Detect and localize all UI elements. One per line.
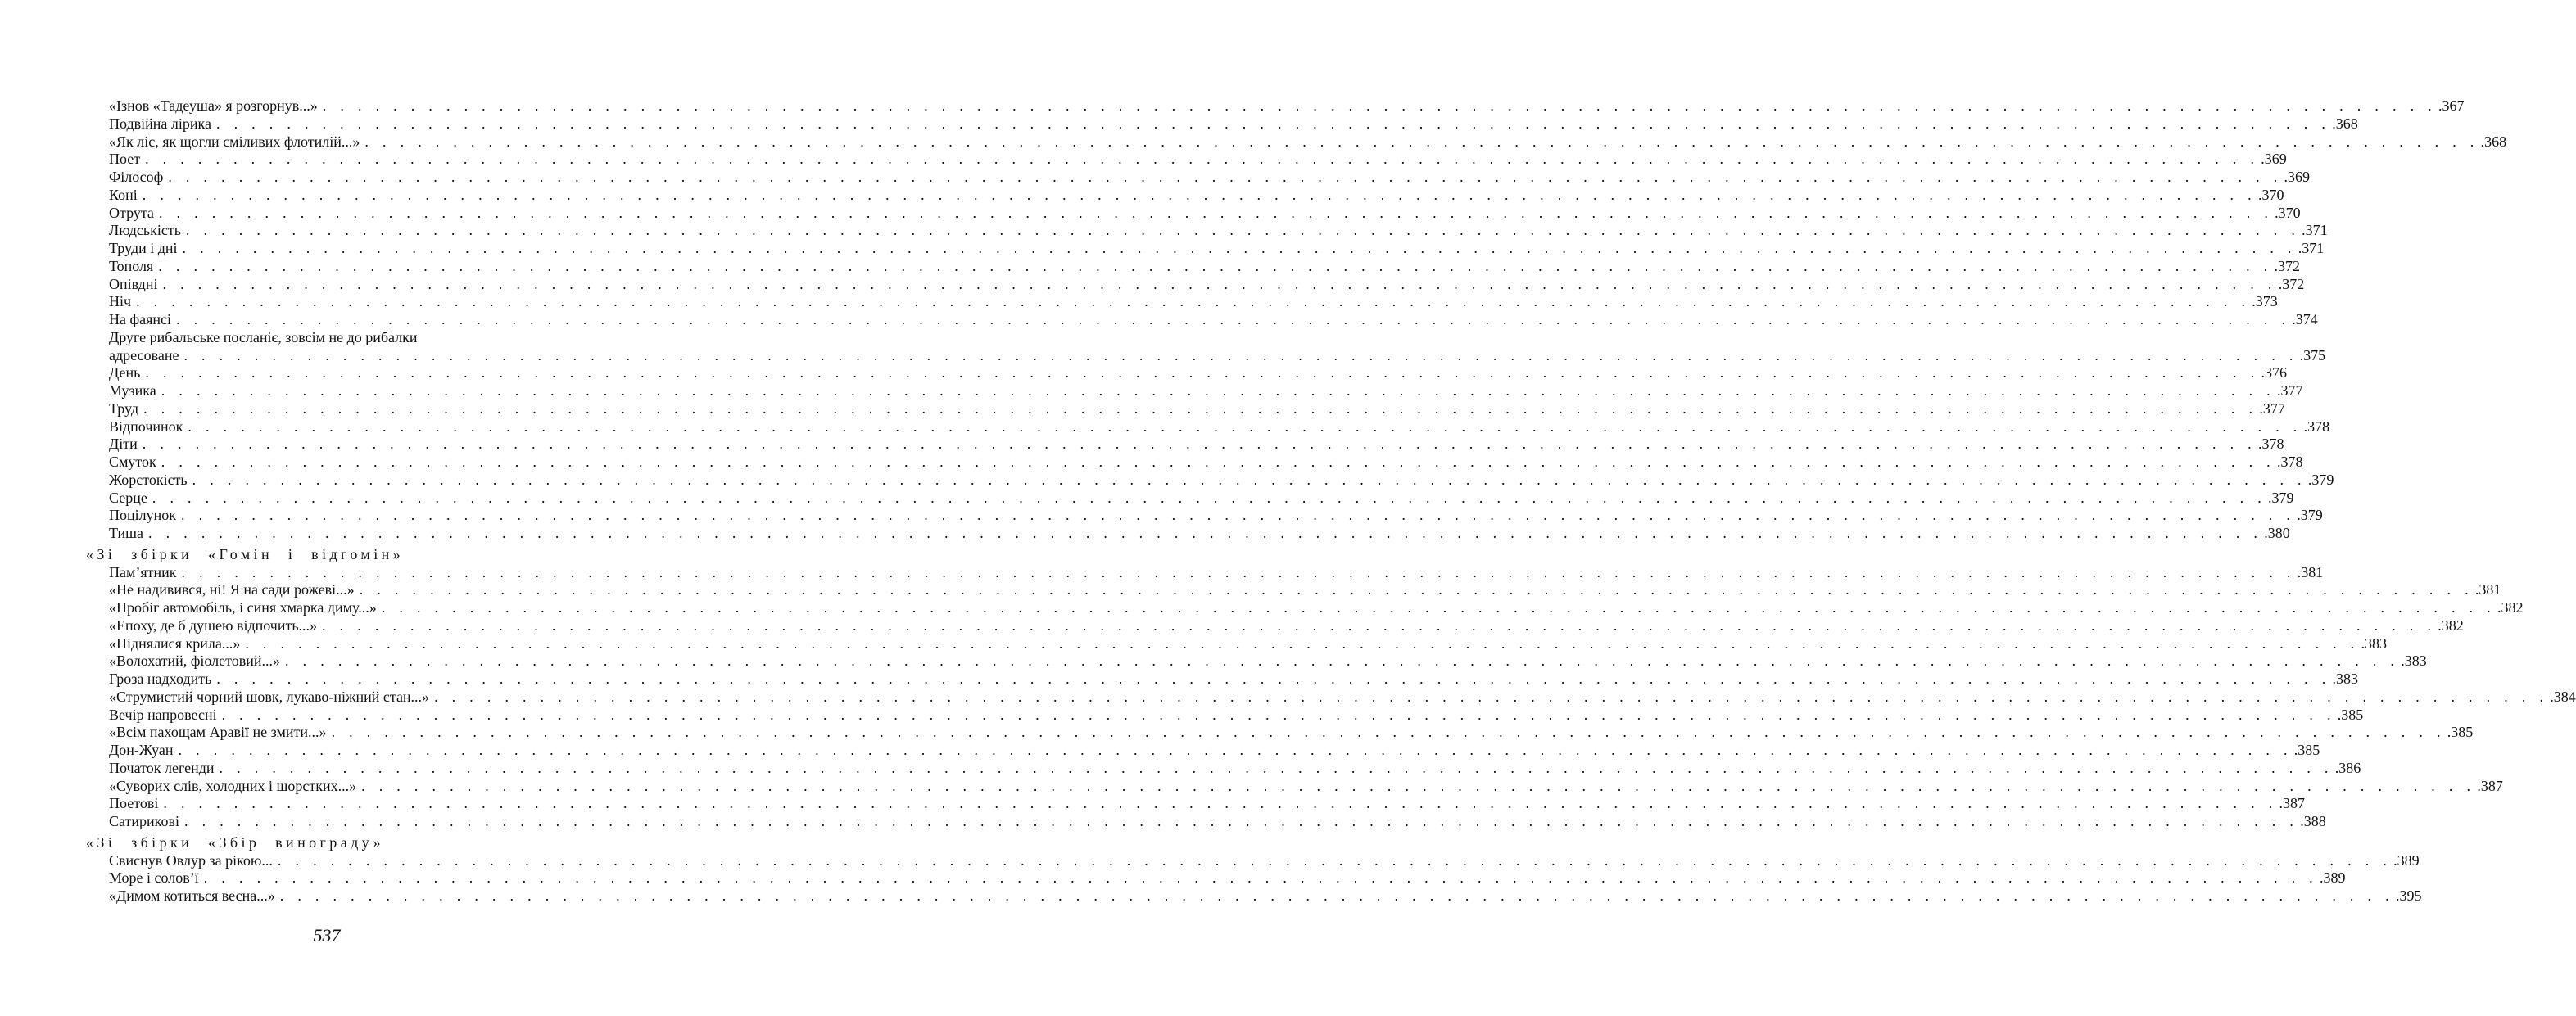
- toc-entry-page: .371: [2302, 222, 2328, 239]
- toc-entry-title: Гроза надходить: [109, 671, 216, 689]
- dot-leader: . . . . . . . . . . . . . . . . . . . . . . . . . . . . . . . . . . . . . . . . . . . . . . . . . . . . . . . . . . . . . . . . . . . . . . . . . . . . . . . . . . . . . . . . . . . . . . . . . . . . . . . . . . . . . . . . . . . . . . . .: [184, 813, 2299, 829]
- toc-entry-page: .367: [2438, 97, 2465, 114]
- toc-entry[interactable]: [109, 851, 2420, 870]
- dot-leader: . . . . . . . . . . . . . . . . . . . . . . . . . . . . . . . . . . . . . . . . . . . . . . . . . . . . . . . . . . . . . . . . . . . . . . . . . . . . . . . . . . . . . . . . . . . . . . . . . . . . . . . . . . . . . . . . . . . . . . . .: [182, 240, 2297, 256]
- toc-entry[interactable]: [109, 204, 2301, 223]
- dot-leader: . . . . . . . . . . . . . . . . . . . . . . . . . . . . . . . . . . . . . . . . . . . . . . . . . . . . . . . . . . . . . . . . . . . . . . . . . . . . . . . . . . . . . . . . . . . . . . . . . . . . . . . . . . . . . . . . . . . . . . . .: [361, 777, 2476, 794]
- toc-entry-title: Ніч: [109, 293, 136, 311]
- toc-entry-page: .382: [2497, 599, 2524, 616]
- toc-entry-title: адресоване: [109, 347, 183, 365]
- dot-leader: . . . . . . . . . . . . . . . . . . . . . . . . . . . . . . . . . . . . . . . . . . . . . . . . . . . . . . . . . . . . . . . . . . . . . . . . . . . . . . . . . . . . . . . . . . . . . . . . . . . . . . . . . . . . . . . . . . . . . . . .: [434, 688, 2549, 705]
- toc-entry-title: Тополя: [109, 258, 158, 276]
- toc-entry-page: .383: [2332, 671, 2359, 687]
- toc-entry-title: Пам’ятник: [109, 564, 182, 582]
- dot-leader: . . . . . . . . . . . . . . . . . . . . . . . . . . . . . . . . . . . . . . . . . . . . . . . . . . . . . . . . . . . . . . . . . . . . . . . . . . . . . . . . . . . . . . . . . . . . . . . . . . . . . . . . . . . . . . . . . . . . . . . .: [188, 418, 2302, 435]
- dot-leader: . . . . . . . . . . . . . . . . . . . . . . . . . . . . . . . . . . . . . . . . . . . . . . . . . . . . . . . . . . . . . . . . . . . . . . . . . . . . . . . . . . . . . . . . . . . . . . . . . . . . . . . . . . . . . . . . . . . . . . . .: [158, 257, 2273, 274]
- toc-entry-page: .372: [2278, 275, 2305, 292]
- toc-entry-title: Свиснув Овлур за рікою...: [109, 852, 278, 870]
- toc-entry-title: Відпочинок: [109, 418, 188, 436]
- toc-entry[interactable]: [109, 329, 567, 347]
- dot-leader: . . . . . . . . . . . . . . . . . . . . . . . . . . . . . . . . . . . . . . . . . . . . . . . . . . . . . . . . . . . . . . . . . . . . . . . . . . . . . . . . . . . . . . . . . . . . . . . . . . . . . . . . . . . . . . . . . . . . . . . .: [161, 382, 2275, 399]
- toc-entry-title: «Ізнов «Тадеуша» я розгорнув...»: [109, 97, 323, 115]
- toc-entry[interactable]: [109, 813, 2326, 831]
- dot-leader: . . . . . . . . . . . . . . . . . . . . . . . . . . . . . . . . . . . . . . . . . . . . . . . . . . . . . . . . . . . . . . . . . . . . . . . . . . . . . . . . . . . . . . . . . . . . . . . . . . . . . . . . . . . . . . . . . . . . . . . .: [285, 652, 2400, 670]
- toc-entry-title: «Пробіг автомобіль, і синя хмарка диму...»: [109, 599, 382, 617]
- toc-entry-page: .379: [2268, 489, 2294, 506]
- toc-entry-title: «Димом котиться весна...»: [109, 887, 280, 905]
- toc-entry-title: Поетові: [109, 795, 163, 813]
- page-number: 537: [313, 925, 341, 946]
- toc-entry-page: .383: [2401, 652, 2427, 670]
- toc-entry[interactable]: [109, 346, 2326, 365]
- toc-entry[interactable]: [109, 724, 2474, 742]
- section-heading: «Зі збірки «Гомін і відгомін»: [86, 545, 405, 562]
- toc-entry-page: .387: [2477, 777, 2503, 794]
- dot-leader: . . . . . . . . . . . . . . . . . . . . . . . . . . . . . . . . . . . . . . . . . . . . . . . . . . . . . . . . . . . . . . . . . . . . . . . . . . . . . . . . . . . . . . . . . . . . . . . . . . . . . . . . . . . . . . . . . . . . . . . .: [145, 151, 2260, 168]
- dot-leader: . . . . . . . . . . . . . . . . . . . . . . . . . . . . . . . . . . . . . . . . . . . . . . . . . . . . . . . . . . . . . . . . . . . . . . . . . . . . . . . . . . . . . . . . . . . . . . . . . . . . . . . . . . . . . . . . . . . . . . . .: [163, 795, 2278, 812]
- toc-entry[interactable]: [109, 795, 2306, 813]
- toc-entry-title: Людськість: [109, 222, 186, 240]
- toc-entry[interactable]: [109, 671, 2359, 689]
- dot-leader: . . . . . . . . . . . . . . . . . . . . . . . . . . . . . . . . . . . . . . . . . . . . . . . . . . . . . . . . . . . . . . . . . . . . . . . . . . . . . . . . . . . . . . . . . . . . . . . . . . . . . . . . . . . . . . . . . . . . . . . .: [331, 724, 2446, 741]
- dot-leader: . . . . . . . . . . . . . . . . . . . . . . . . . . . . . . . . . . . . . . . . . . . . . . . . . . . . . . . . . . . . . . . . . . . . . . . . . . . . . . . . . . . . . . . . . . . . . . . . . . . . . . . . . . . . . . . . . . . . . . . .: [158, 204, 2274, 221]
- dot-leader: . . . . . . . . . . . . . . . . . . . . . . . . . . . . . . . . . . . . . . . . . . . . . . . . . . . . . . . . . . . . . . . . . . . . . . . . . . . . . . . . . . . . . . . . . . . . . . . . . . . . . . . . . . . . . . . . . . . . . . . .: [181, 563, 2296, 580]
- toc-entry-title: Філософ: [109, 169, 168, 187]
- toc-entry-page: .380: [2264, 525, 2290, 541]
- dot-leader: . . . . . . . . . . . . . . . . . . . . . . . . . . . . . . . . . . . . . . . . . . . . . . . . . . . . . . . . . . . . . . . . . . . . . . . . . . . . . . . . . . . . . . . . . . . . . . . . . . . . . . . . . . . . . . . . . . . . . . . .: [136, 293, 2251, 310]
- toc-entry-page: .378: [2257, 436, 2284, 453]
- toc-entry[interactable]: [109, 706, 2364, 725]
- dot-leader: . . . . . . . . . . . . . . . . . . . . . . . . . . . . . . . . . . . . . . . . . . . . . . . . . . . . . . . . . . . . . . . . . . . . . . . . . . . . . . . . . . . . . . . . . . . . . . . . . . . . . . . . . . . . . . . . . . . . . . . .: [162, 275, 2277, 292]
- toc-entry-title: Тиша: [109, 525, 148, 543]
- toc-entry-page: .370: [2257, 186, 2284, 203]
- dot-leader: . . . . . . . . . . . . . . . . . . . . . . . . . . . . . . . . . . . . . . . . . . . . . . . . . . . . . . . . . . . . . . . . . . . . . . . . . . . . . . . . . . . . . . . . . . . . . . . . . . . . . . . . . . . . . . . . . . . . . . . .: [178, 742, 2293, 758]
- toc-entry-title: Труди і дні: [109, 240, 183, 258]
- toc-entry-title: Вечір напровесні: [109, 707, 222, 725]
- dot-leader: . . . . . . . . . . . . . . . . . . . . . . . . . . . . . . . . . . . . . . . . . . . . . . . . . . . . . . . . . . . . . . . . . . . . . . . . . . . . . . . . . . . . . . . . . . . . . . . . . . . . . . . . . . . . . . . . . . . . . . . .: [142, 436, 2257, 453]
- dot-leader: . . . . . . . . . . . . . . . . . . . . . . . . . . . . . . . . . . . . . . . . . . . . . . . . . . . . . . . . . . . . . . . . . . . . . . . . . . . . . . . . . . . . . . . . . . . . . . . . . . . . . . . . . . . . . . . . . . . . . . . .: [192, 471, 2307, 488]
- toc-entry-title: Діти: [109, 436, 143, 454]
- toc-entry[interactable]: [109, 275, 2305, 294]
- table-of-contents: [0, 97, 2576, 905]
- toc-entry[interactable]: [109, 688, 2576, 707]
- toc-entry-title: Серце: [109, 490, 152, 508]
- toc-entry[interactable]: [109, 222, 2328, 240]
- toc-entry-page: .385: [2337, 706, 2364, 723]
- toc-entry-title: Отрута: [109, 205, 159, 223]
- dot-leader: . . . . . . . . . . . . . . . . . . . . . . . . . . . . . . . . . . . . . . . . . . . . . . . . . . . . . . . . . . . . . . . . . . . . . . . . . . . . . . . . . . . . . . . . . . . . . . . . . . . . . . . . . . . . . . . . . . . . . . . .: [216, 671, 2331, 687]
- toc-entry-page: .389: [2319, 869, 2346, 887]
- dot-leader: . . . . . . . . . . . . . . . . . . . . . . . . . . . . . . . . . . . . . . . . . . . . . . . . . . . . . . . . . . . . . . . . . . . . . . . . . . . . . . . . . . . . . . . . . . . . . . . . . . . . . . . . . . . . . . . . . . . . . . . .: [168, 169, 2283, 185]
- toc-entry-page: .373: [2252, 293, 2278, 310]
- dot-leader: . . . . . . . . . . . . . . . . . . . . . . . . . . . . . . . . . . . . . . . . . . . . . . . . . . . . . . . . . . . . . . . . . . . . . . . . . . . . . . . . . . . . . . . . . . . . . . . . . . . . . . . . . . . . . . . . . . . . . . . .: [322, 616, 2437, 634]
- toc-entry[interactable]: [109, 311, 2318, 329]
- toc-entry-title: На фаянсі: [109, 311, 176, 329]
- toc-entry-title: День: [109, 364, 145, 382]
- dot-leader: . . . . . . . . . . . . . . . . . . . . . . . . . . . . . . . . . . . . . . . . . . . . . . . . . . . . . . . . . . . . . . . . . . . . . . . . . . . . . . . . . . . . . . . . . . . . . . . . . . . . . . . . . . . . . . . . . . . . . . . .: [142, 186, 2257, 203]
- dot-leader: . . . . . . . . . . . . . . . . . . . . . . . . . . . . . . . . . . . . . . . . . . . . . . . . . . . . . . . . . . . . . . . . . . . . . . . . . . . . . . . . . . . . . . . . . . . . . . . . . . . . . . . . . . . . . . . . . . . . . . . .: [277, 851, 2393, 869]
- toc-entry-title: Друге рибальське посланіє, зовсім не до рибалки: [109, 329, 423, 347]
- toc-entry-page: .372: [2274, 257, 2301, 274]
- toc-entry[interactable]: [109, 186, 2284, 205]
- toc-entry[interactable]: [109, 777, 2503, 796]
- toc-entry-page: .395: [2395, 887, 2422, 904]
- toc-entry-page: .370: [2275, 204, 2301, 221]
- toc-entry[interactable]: [109, 887, 2422, 905]
- dot-leader: . . . . . . . . . . . . . . . . . . . . . . . . . . . . . . . . . . . . . . . . . . . . . . . . . . . . . . . . . . . . . . . . . . . . . . . . . . . . . . . . . . . . . . . . . . . . . . . . . . . . . . . . . . . . . . . . . . . . . . . .: [215, 115, 2331, 132]
- toc-entry-page: .388: [2300, 813, 2326, 829]
- toc-entry-title: Музика: [109, 382, 161, 400]
- toc-entry[interactable]: [109, 293, 2278, 311]
- section-heading: «Зі збірки «Збір винограду»: [86, 833, 384, 851]
- toc-entry-page: .375: [2299, 346, 2326, 364]
- toc-entry-title: «Не надивився, ні! Я на сади рожеві...»: [109, 581, 360, 599]
- toc-entry-page: .378: [2276, 454, 2303, 470]
- toc-entry-title: «Як ліс, як щогли сміливих флотилій...»: [109, 133, 364, 151]
- toc-entry-title: «Всім пахощам Аравії не змити...»: [109, 724, 332, 742]
- toc-entry[interactable]: [109, 382, 2303, 400]
- toc-entry-title: «Епоху, де б душею відпочить...»: [109, 617, 322, 635]
- toc-entry-page: .379: [2297, 507, 2323, 524]
- toc-entry[interactable]: [109, 869, 2346, 887]
- toc-entry[interactable]: [109, 525, 2290, 543]
- toc-entry[interactable]: [109, 616, 2464, 635]
- toc-entry-page: .377: [2276, 382, 2303, 399]
- dot-leader: . . . . . . . . . . . . . . . . . . . . . . . . . . . . . . . . . . . . . . . . . . . . . . . . . . . . . . . . . . . . . . . . . . . . . . . . . . . . . . . . . . . . . . . . . . . . . . . . . . . . . . . . . . . . . . . . . . . . . . . .: [322, 97, 2437, 114]
- toc-entry-page: .383: [2361, 634, 2388, 652]
- toc-entry[interactable]: [109, 436, 2284, 454]
- toc-entry-page: .387: [2279, 795, 2306, 812]
- toc-entry-page: .379: [2307, 471, 2334, 488]
- toc-entry-title: Коні: [109, 187, 143, 205]
- toc-entry-page: .374: [2292, 311, 2318, 327]
- toc-entry-title: Початок легенди: [109, 760, 220, 778]
- toc-entry-page: .385: [2293, 742, 2320, 758]
- toc-entry[interactable]: [109, 151, 2287, 169]
- toc-entry-page: .376: [2261, 364, 2288, 382]
- toc-entry-page: .386: [2334, 759, 2361, 776]
- toc-entry-page: .384: [2550, 688, 2576, 705]
- toc-entry-page: .368: [2480, 133, 2507, 150]
- dot-leader: . . . . . . . . . . . . . . . . . . . . . . . . . . . . . . . . . . . . . . . . . . . . . . . . . . . . . . . . . . . . . . . . . . . . . . . . . . . . . . . . . . . . . . . . . . . . . . . . . . . . . . . . . . . . . . . . . . . . . . . .: [161, 454, 2275, 470]
- toc-entry-title: Дон-Жуан: [109, 742, 179, 760]
- toc-entry[interactable]: [109, 581, 2501, 599]
- dot-leader: . . . . . . . . . . . . . . . . . . . . . . . . . . . . . . . . . . . . . . . . . . . . . . . . . . . . . . . . . . . . . . . . . . . . . . . . . . . . . . . . . . . . . . . . . . . . . . . . . . . . . . . . . . . . . . . . . . . . . . . .: [203, 869, 2318, 887]
- toc-entry-title: Смуток: [109, 454, 161, 472]
- toc-entry[interactable]: [109, 759, 2361, 778]
- dot-leader: . . . . . . . . . . . . . . . . . . . . . . . . . . . . . . . . . . . . . . . . . . . . . . . . . . . . . . . . . . . . . . . . . . . . . . . . . . . . . . . . . . . . . . . . . . . . . . . . . . . . . . . . . . . . . . . . . . . . . . . .: [176, 311, 2291, 327]
- dot-leader: . . . . . . . . . . . . . . . . . . . . . . . . . . . . . . . . . . . . . . . . . . . . . . . . . . . . . . . . . . . . . . . . . . . . . . . . . . . . . . . . . . . . . . . . . . . . . . . . . . . . . . . . . . . . . . . . . . . . . . . .: [152, 489, 2267, 506]
- toc-entry[interactable]: [109, 418, 2330, 436]
- toc-entry-page: .368: [2332, 115, 2358, 132]
- toc-entry[interactable]: [109, 634, 2388, 653]
- dot-leader: . . . . . . . . . . . . . . . . . . . . . . . . . . . . . . . . . . . . . . . . . . . . . . . . . . . . . . . . . . . . . . . . . . . . . . . . . . . . . . . . . . . . . . . . . . . . . . . . . . . . . . . . . . . . . . . . . . . . . . . .: [364, 133, 2479, 150]
- dot-leader: . . . . . . . . . . . . . . . . . . . . . . . . . . . . . . . . . . . . . . . . . . . . . . . . . . . . . . . . . . . . . . . . . . . . . . . . . . . . . . . . . . . . . . . . . . . . . . . . . . . . . . . . . . . . . . . . . . . . . . . .: [381, 599, 2496, 616]
- dot-leader: . . . . . . . . . . . . . . . . . . . . . . . . . . . . . . . . . . . . . . . . . . . . . . . . . . . . . . . . . . . . . . . . . . . . . . . . . . . . . . . . . . . . . . . . . . . . . . . . . . . . . . . . . . . . . . . . . . . . . . . .: [185, 222, 2301, 239]
- dot-leader: . . . . . . . . . . . . . . . . . . . . . . . . . . . . . . . . . . . . . . . . . . . . . . . . . . . . . . . . . . . . . . . . . . . . . . . . . . . . . . . . . . . . . . . . . . . . . . . . . . . . . . . . . . . . . . . . . . . . . . . .: [183, 346, 2298, 364]
- dot-leader: . . . . . . . . . . . . . . . . . . . . . . . . . . . . . . . . . . . . . . . . . . . . . . . . . . . . . . . . . . . . . . . . . . . . . . . . . . . . . . . . . . . . . . . . . . . . . . . . . . . . . . . . . . . . . . . . . . . . . . . .: [148, 525, 2263, 541]
- dot-leader: . . . . . . . . . . . . . . . . . . . . . . . . . . . . . . . . . . . . . . . . . . . . . . . . . . . . . . . . . . . . . . . . . . . . . . . . . . . . . . . . . . . . . . . . . . . . . . . . . . . . . . . . . . . . . . . . . . . . . . . .: [143, 400, 2258, 417]
- toc-entry[interactable]: [109, 97, 2465, 115]
- toc-entry[interactable]: [109, 257, 2301, 276]
- toc-entry[interactable]: [109, 471, 2334, 490]
- toc-entry[interactable]: [109, 489, 2294, 508]
- toc-entry[interactable]: [109, 115, 2358, 133]
- toc-entry-page: .382: [2438, 616, 2464, 634]
- toc-entry-title: Поет: [109, 151, 145, 169]
- toc-entry-page: .389: [2393, 851, 2420, 869]
- toc-entry[interactable]: [109, 400, 2285, 418]
- dot-leader: . . . . . . . . . . . . . . . . . . . . . . . . . . . . . . . . . . . . . . . . . . . . . . . . . . . . . . . . . . . . . . . . . . . . . . . . . . . . . . . . . . . . . . . . . . . . . . . . . . . . . . . . . . . . . . . . . . . . . . . .: [219, 759, 2334, 776]
- toc-entry[interactable]: [109, 454, 2303, 472]
- toc-entry-page: .381: [2474, 581, 2501, 598]
- toc-entry-title: «Струмистий чорний шовк, лукаво-ніжний стан...»: [109, 689, 434, 707]
- toc-entry-page: .369: [2261, 151, 2287, 168]
- toc-entry[interactable]: [109, 240, 2325, 258]
- toc-entry-title: Поцілунок: [109, 507, 181, 525]
- toc-entry[interactable]: [109, 507, 2323, 525]
- dot-leader: . . . . . . . . . . . . . . . . . . . . . . . . . . . . . . . . . . . . . . . . . . . . . . . . . . . . . . . . . . . . . . . . . . . . . . . . . . . . . . . . . . . . . . . . . . . . . . . . . . . . . . . . . . . . . . . . . . . . . . . .: [359, 581, 2474, 598]
- toc-entry[interactable]: [109, 563, 2324, 582]
- toc-entry[interactable]: [109, 652, 2427, 671]
- toc-entry[interactable]: [109, 133, 2507, 151]
- dot-leader: . . . . . . . . . . . . . . . . . . . . . . . . . . . . . . . . . . . . . . . . . . . . . . . . . . . . . . . . . . . . . . . . . . . . . . . . . . . . . . . . . . . . . . . . . . . . . . . . . . . . . . . . . . . . . . . . . . . . . . . .: [221, 706, 2336, 723]
- toc-entry-title: «Піднялися крила...»: [109, 635, 245, 653]
- toc-entry[interactable]: [109, 599, 2524, 617]
- dot-leader: . . . . . . . . . . . . . . . . . . . . . . . . . . . . . . . . . . . . . . . . . . . . . . . . . . . . . . . . . . . . . . . . . . . . . . . . . . . . . . . . . . . . . . . . . . . . . . . . . . . . . . . . . . . . . . . . . . . . . . . .: [279, 887, 2394, 904]
- toc-entry-title: Жорстокість: [109, 472, 192, 490]
- toc-entry-title: «Волохатий, фіолетовий...»: [109, 652, 285, 671]
- toc-entry-title: Море і солов’ї: [109, 869, 204, 887]
- toc-entry-title: «Суворих слів, холодних і шорстких...»: [109, 778, 361, 796]
- toc-entry-title: Опівдні: [109, 276, 162, 294]
- dot-leader: . . . . . . . . . . . . . . . . . . . . . . . . . . . . . . . . . . . . . . . . . . . . . . . . . . . . . . . . . . . . . . . . . . . . . . . . . . . . . . . . . . . . . . . . . . . . . . . . . . . . . . . . . . . . . . . . . . . . . . . .: [245, 634, 2360, 652]
- toc-entry[interactable]: [109, 742, 2320, 760]
- toc-entry-page: .381: [2297, 563, 2324, 580]
- toc-entry-title: Труд: [109, 400, 143, 418]
- toc-entry-title: Сатирикові: [109, 813, 184, 831]
- toc-entry[interactable]: [109, 364, 2288, 382]
- toc-entry-page: .377: [2259, 400, 2285, 417]
- toc-entry-page: .369: [2284, 169, 2311, 185]
- dot-leader: . . . . . . . . . . . . . . . . . . . . . . . . . . . . . . . . . . . . . . . . . . . . . . . . . . . . . . . . . . . . . . . . . . . . . . . . . . . . . . . . . . . . . . . . . . . . . . . . . . . . . . . . . . . . . . . . . . . . . . . .: [181, 507, 2296, 524]
- dot-leader: . . . . . . . . . . . . . . . . . . . . . . . . . . . . . . . . . . . . . . . . . . . . . . . . . . . . . . . . . . . . . . . . . . . . . . . . . . . . . . . . . . . . . . . . . . . . . . . . . . . . . . . . . . . . . . . . . . . . . . . .: [145, 364, 2260, 382]
- toc-entry[interactable]: [109, 169, 2311, 187]
- toc-entry-page: .385: [2447, 724, 2474, 741]
- toc-entry-page: .378: [2303, 418, 2330, 435]
- toc-entry-page: .371: [2298, 240, 2325, 256]
- toc-entry-title: Подвійна лірика: [109, 115, 216, 133]
